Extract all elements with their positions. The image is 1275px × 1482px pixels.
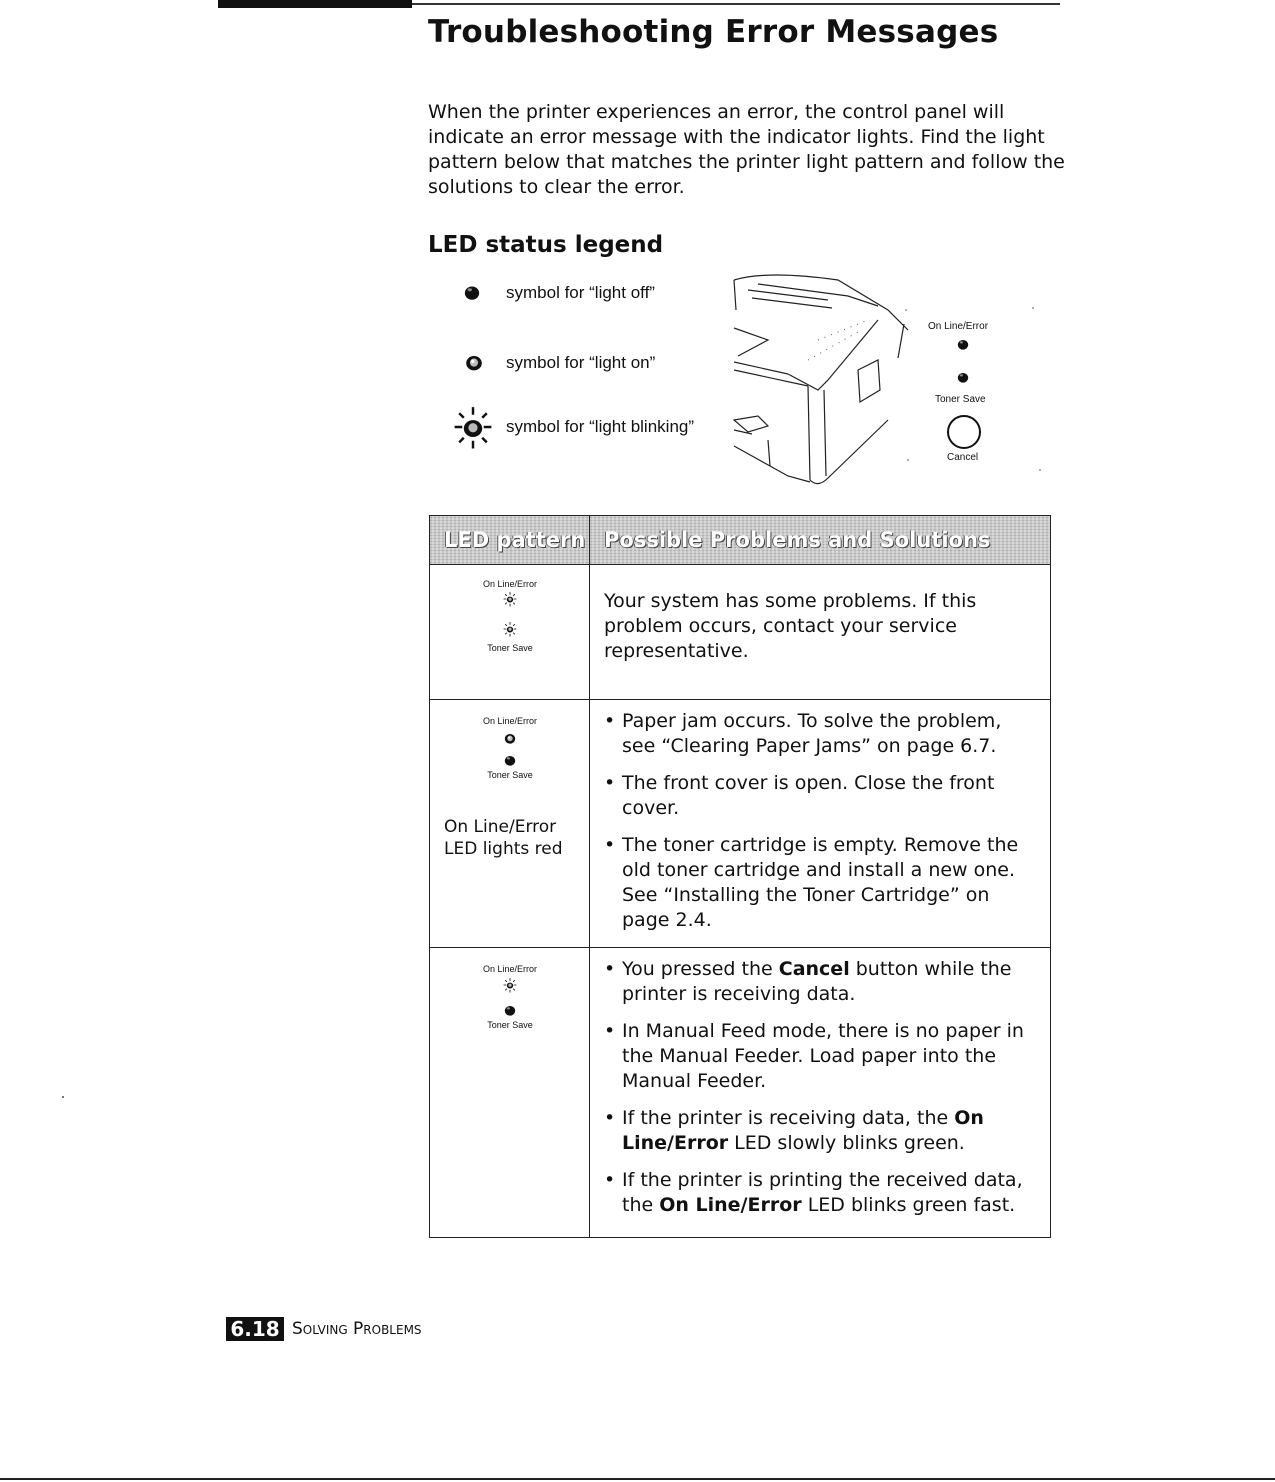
led-blinking-icon	[450, 404, 496, 450]
online-blinking-icon	[502, 591, 518, 607]
toner-blinking-icon	[502, 621, 518, 637]
legend-item-on	[450, 340, 655, 386]
scan-speck	[62, 1096, 64, 1098]
led-pattern	[430, 964, 590, 1054]
solution-text: Your system has some problems. If this problem occurs, contact your service representative.	[604, 590, 977, 662]
legend-heading: LED status legend	[428, 232, 664, 258]
led-pattern-table	[429, 515, 1051, 1238]
page-number-badge: 6.18	[226, 1317, 284, 1341]
online-label: On Line/Error	[482, 579, 538, 589]
panel-cancel-button-icon	[948, 416, 980, 448]
list-item: • If the printer is printing the received data, the On Line/Error LED blinks green fast.	[604, 1168, 1036, 1218]
toner-off-icon	[502, 752, 518, 768]
solutions-cell	[590, 948, 1051, 1238]
legend-label: symbol for “light on”	[506, 353, 656, 372]
legend-item-blinking	[450, 404, 694, 450]
led-pattern-cell	[430, 948, 590, 1238]
solutions-cell	[590, 700, 1051, 948]
led-off-icon	[450, 270, 496, 316]
online-on-icon	[502, 730, 518, 746]
toner-label: Toner Save	[487, 1020, 533, 1030]
list-item: • In Manual Feed mode, there is no paper in the Manual Feeder. Load paper into the Manual Feeder.	[604, 1019, 1036, 1094]
table-row	[430, 948, 1051, 1238]
section-name: Solving Problems	[292, 1319, 422, 1339]
list-item: • The toner cartridge is empty. Remove the old toner cartridge and install a new one. See “Installing the Toner Cartridge” on page 2.4.	[604, 833, 1036, 933]
online-label: On Line/Error	[482, 964, 538, 974]
legend-item-off	[450, 270, 655, 316]
led-on-icon	[450, 340, 496, 386]
legend-label: symbol for “light blinking”	[506, 417, 695, 436]
online-error-term: On Line/Error	[622, 1107, 984, 1154]
panel-online-led-icon	[958, 340, 968, 350]
online-error-term: On Line/Error	[659, 1194, 802, 1216]
intro-paragraph: When the printer experiences an error, the control panel will indicate an error message with the indicator lights. Find the light pattern below that matches the printer light pattern and follow the solutions to clear the error.	[428, 101, 1065, 198]
online-blinking-icon	[502, 977, 518, 993]
led-note: On Line/Error LED lights red	[444, 817, 563, 859]
panel-online-label: On Line/Error	[928, 321, 989, 332]
list-item: • If the printer is receiving data, the On Line/Error LED slowly blinks green.	[604, 1106, 1036, 1156]
header-solutions: Possible Problems and Solutions	[590, 516, 1051, 565]
cancel-term: Cancel	[778, 958, 850, 980]
panel-toner-led-icon	[958, 373, 968, 383]
led-pattern	[430, 716, 590, 806]
led-pattern-cell	[430, 565, 590, 700]
toner-label: Toner Save	[487, 770, 533, 780]
table-row	[430, 700, 1051, 948]
panel-toner-label: Toner Save	[935, 394, 986, 405]
table-row	[430, 565, 1051, 700]
table-header-row	[430, 516, 1051, 565]
printer-illustration	[728, 270, 1048, 492]
list-item: • The front cover is open. Close the front cover.	[604, 771, 1036, 821]
legend-label: symbol for “light off”	[506, 283, 655, 302]
header-bar	[218, 0, 412, 8]
header-rule	[412, 3, 1060, 5]
page-title: Troubleshooting Error Messages	[428, 14, 999, 50]
panel-cancel-label: Cancel	[947, 452, 979, 463]
led-pattern	[430, 579, 590, 675]
solutions-cell	[590, 565, 1051, 700]
solution-list	[604, 957, 1036, 1218]
header-led-pattern: LED pattern	[430, 516, 590, 565]
bottom-rule	[0, 1478, 1275, 1480]
online-label: On Line/Error	[482, 716, 538, 726]
toner-off-icon	[502, 1002, 518, 1018]
list-item: • Paper jam occurs. To solve the problem, see “Clearing Paper Jams” on page 6.7.	[604, 709, 1036, 759]
solution-list	[604, 709, 1036, 933]
list-item: • You pressed the Cancel button while the printer is receiving data.	[604, 957, 1036, 1007]
led-pattern-cell	[430, 700, 590, 948]
toner-label: Toner Save	[487, 643, 533, 653]
